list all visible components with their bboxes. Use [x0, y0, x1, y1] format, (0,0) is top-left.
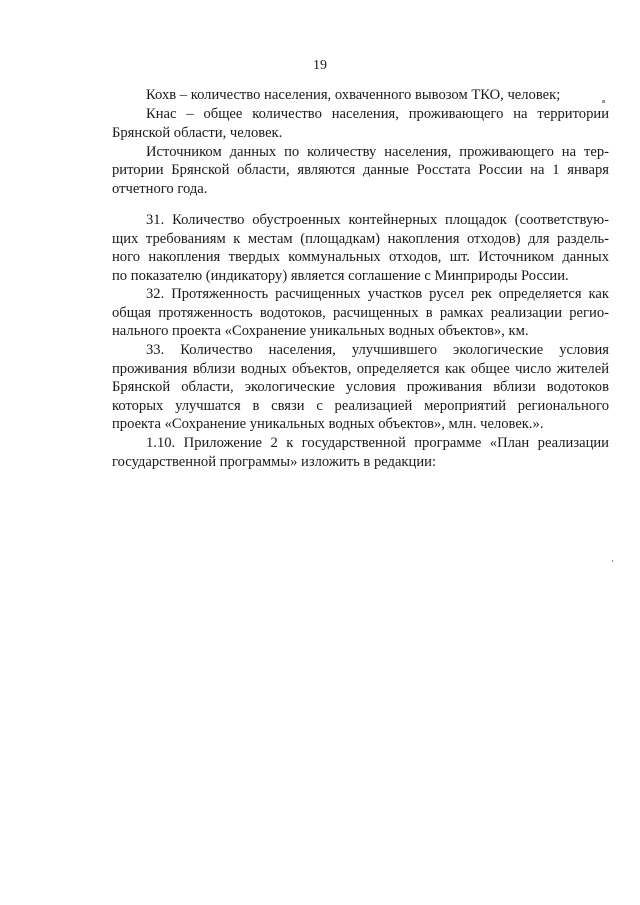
text-line: общая протяженность водотоков, расчищенных в рамках реализации регио-	[112, 305, 609, 321]
text-line: Брянской области, человек.	[112, 125, 283, 141]
text-line: Источником данных по количеству населения, проживающего на тер-	[146, 144, 609, 160]
text-line: ритории Брянской области, являются данные Росстата России на 1 января	[112, 162, 609, 178]
scan-mark	[612, 560, 613, 562]
text-line: нального проекта «Сохранение уникальных водных объектов», км.	[112, 323, 529, 339]
text-line: государственной программы» изложить в редакции:	[112, 454, 437, 470]
text-line: 31. Количество обустроенных контейнерных площадок (соответствую-	[146, 212, 609, 228]
text-line: ного накопления твердых коммунальных отходов, шт. Источником данных	[112, 249, 609, 265]
text-line: по показателю (индикатору) является соглашение с Минприроды России.	[112, 268, 569, 284]
page-number: 19	[313, 58, 327, 73]
text-line: проживания вблизи водных объектов, определяется как общее число жителей	[112, 361, 609, 377]
text-line: 1.10. Приложение 2 к государственной программе «План реализации	[146, 435, 609, 451]
text-line: щих требованиям к местам (площадкам) накопления отходов) для раздель-	[112, 231, 609, 247]
text-line: 33. Количество населения, улучшившего экологические условия	[146, 342, 609, 358]
text-line: Кохв – количество населения, охваченного вывозом ТКО, человек;	[146, 87, 561, 103]
text-line: 32. Протяженность расчищенных участков русел рек определяется как	[146, 286, 609, 302]
text-line: проекта «Сохранение уникальных водных объектов», млн. человек.».	[112, 416, 544, 432]
text-line: Брянской области, экологические условия проживания вблизи водотоков	[112, 379, 609, 395]
scan-mark	[602, 100, 605, 103]
text-line: отчетного года.	[112, 181, 208, 197]
text-line: Кнас – общее количество населения, проживающего на территории	[146, 106, 609, 122]
text-line: которых улучшатся в связи с реализацией мероприятий регионального	[112, 398, 609, 414]
